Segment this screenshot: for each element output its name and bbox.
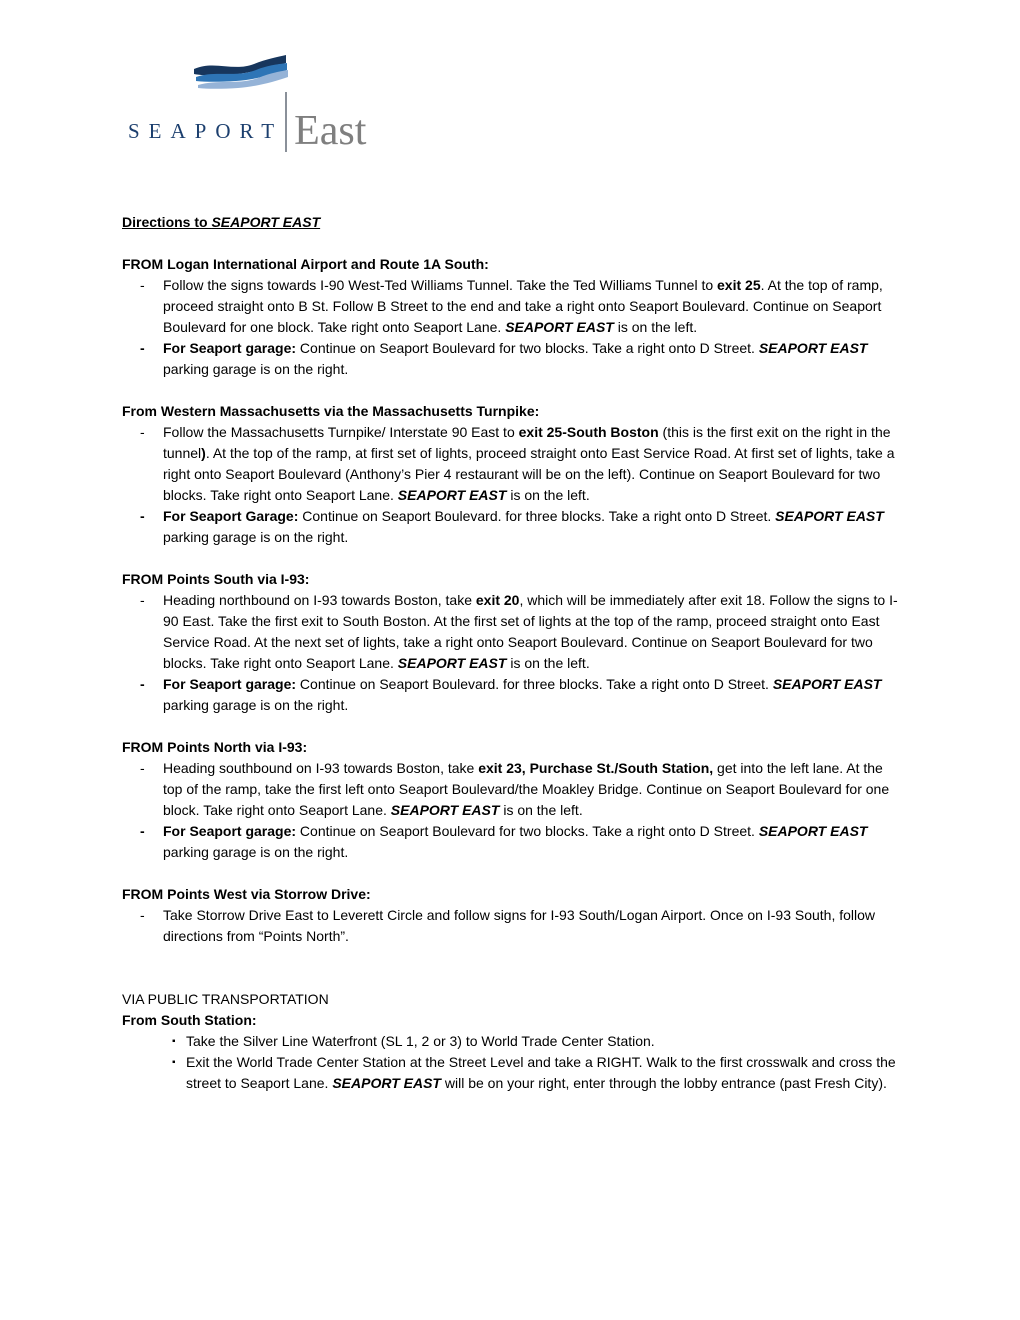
bullet-marker: - bbox=[140, 592, 145, 608]
bullet-marker: - bbox=[140, 340, 145, 356]
section-heading: FROM Points South via I-93: bbox=[122, 571, 310, 587]
list-item bbox=[122, 1052, 898, 1094]
logo-wordmark: SEAPORT bbox=[128, 119, 284, 143]
item-text: For Seaport Garage: Continue on Seaport Boulevard. for three blocks. Take a right onto D Street. SEAPORT EAST parking garage is on the right. bbox=[163, 508, 884, 545]
logo-wordmark-row bbox=[128, 92, 367, 155]
wave-icon bbox=[188, 52, 292, 96]
bullet-marker: - bbox=[140, 676, 145, 692]
bullet-marker: - bbox=[140, 760, 145, 776]
section-heading: From Western Massachusetts via the Massachusetts Turnpike: bbox=[122, 403, 540, 419]
section-heading: From South Station: bbox=[122, 1012, 257, 1028]
item-text: Take Storrow Drive East to Leverett Circle and follow signs for I-93 South/Logan Airport. Once on I-93 South, follow directions from “Points North”. bbox=[163, 907, 876, 944]
bullet-marker: ▪ bbox=[172, 1036, 176, 1047]
list-item bbox=[122, 1031, 898, 1052]
list-item bbox=[122, 590, 898, 674]
item-text: Exit the World Trade Center Station at the Street Level and take a RIGHT. Walk to the first crosswalk and cross the street to Seaport Lane. SEAPORT EAST will be on your right, enter through the lobby entrance (past Fresh City). bbox=[186, 1054, 896, 1091]
title-emphasis: SEAPORT EAST bbox=[211, 214, 321, 230]
section-heading: FROM Points West via Storrow Drive: bbox=[122, 886, 371, 902]
logo-suffix: East bbox=[294, 108, 367, 155]
bullet-marker: ▪ bbox=[172, 1057, 176, 1068]
list-item bbox=[122, 422, 898, 506]
bullet-marker: - bbox=[140, 907, 145, 923]
bullet-marker: - bbox=[140, 508, 145, 524]
item-text: Heading southbound on I-93 towards Boston, take exit 23, Purchase St./South Station, get into the left lane. At the top of the ramp, take the first left onto Seaport Boulevard/the Moakley Bridge. Continue on Seaport Boulevard for one block. Take right onto Seaport Lane. SEAPORT EAST is on the left. bbox=[163, 760, 890, 818]
item-text: For Seaport garage: Continue on Seaport Boulevard for two blocks. Take a right onto D Street. SEAPORT EAST parking garage is on the right. bbox=[163, 823, 868, 860]
direction-section bbox=[122, 401, 898, 548]
direction-section bbox=[122, 254, 898, 380]
direction-section bbox=[122, 884, 898, 947]
list-item bbox=[122, 506, 898, 548]
logo-divider bbox=[285, 92, 287, 152]
item-text: Take the Silver Line Waterfront (SL 1, 2 or 3) to World Trade Center Station. bbox=[186, 1033, 655, 1049]
list-item bbox=[122, 758, 898, 821]
list-item bbox=[122, 905, 898, 947]
list-item bbox=[122, 275, 898, 338]
section-heading: FROM Points North via I-93: bbox=[122, 739, 308, 755]
item-text: Follow the Massachusetts Turnpike/ Interstate 90 East to exit 25-South Boston (this is the first exit on the right in the tunnel). At the top of the ramp, at first set of lights, proceed straight onto East Service Road. At first set of lights, take a right onto Seaport Boulevard (Anthony’s Pier 4 restaurant will be on the left). Continue on Seaport Boulevard for two blocks. Take right onto Seaport Lane. SEAPORT EAST is on the left. bbox=[163, 424, 895, 503]
document-sections bbox=[122, 254, 898, 1094]
bullet-marker: - bbox=[140, 277, 145, 293]
item-text: For Seaport garage: Continue on Seaport Boulevard. for three blocks. Take a right onto D Street. SEAPORT EAST parking garage is on the right. bbox=[163, 676, 882, 713]
direction-section bbox=[122, 569, 898, 716]
title-prefix: Directions to bbox=[122, 214, 212, 230]
item-text: Heading northbound on I-93 towards Boston, take exit 20, which will be immediately after exit 18. Follow the signs to I-90 East. Take the first exit to South Boston. At the first set of lights at the top of the ramp, proceed straight onto East Service Road. At the next set of lights, take a right onto Seaport Boulevard. Continue on Seaport Boulevard for two blocks. Take right onto Seaport Lane. SEAPORT EAST is on the left. bbox=[163, 592, 898, 671]
direction-section bbox=[122, 737, 898, 863]
list-item bbox=[122, 821, 898, 863]
list-item bbox=[122, 338, 898, 380]
seaport-east-logo bbox=[128, 52, 428, 155]
bullet-marker: - bbox=[140, 823, 145, 839]
item-text: Follow the signs towards I-90 West-Ted Williams Tunnel. Take the Ted Williams Tunnel to exit 25. At the top of ramp, proceed straight onto B St. Follow B Street to the end and take a right onto Seaport Boulevard. Continue on Seaport Boulevard for one block. Take right onto Seaport Lane. SEAPORT EAST is on the left. bbox=[163, 277, 883, 335]
item-text: For Seaport garage: Continue on Seaport Boulevard for two blocks. Take a right onto D Street. SEAPORT EAST parking garage is on the right. bbox=[163, 340, 868, 377]
document-title bbox=[122, 212, 898, 233]
section-heading: VIA PUBLIC TRANSPORTATION bbox=[122, 991, 329, 1007]
bullet-marker: - bbox=[140, 424, 145, 440]
list-item bbox=[122, 674, 898, 716]
section-heading: FROM Logan International Airport and Route 1A South: bbox=[122, 256, 489, 272]
direction-section bbox=[122, 989, 898, 1094]
